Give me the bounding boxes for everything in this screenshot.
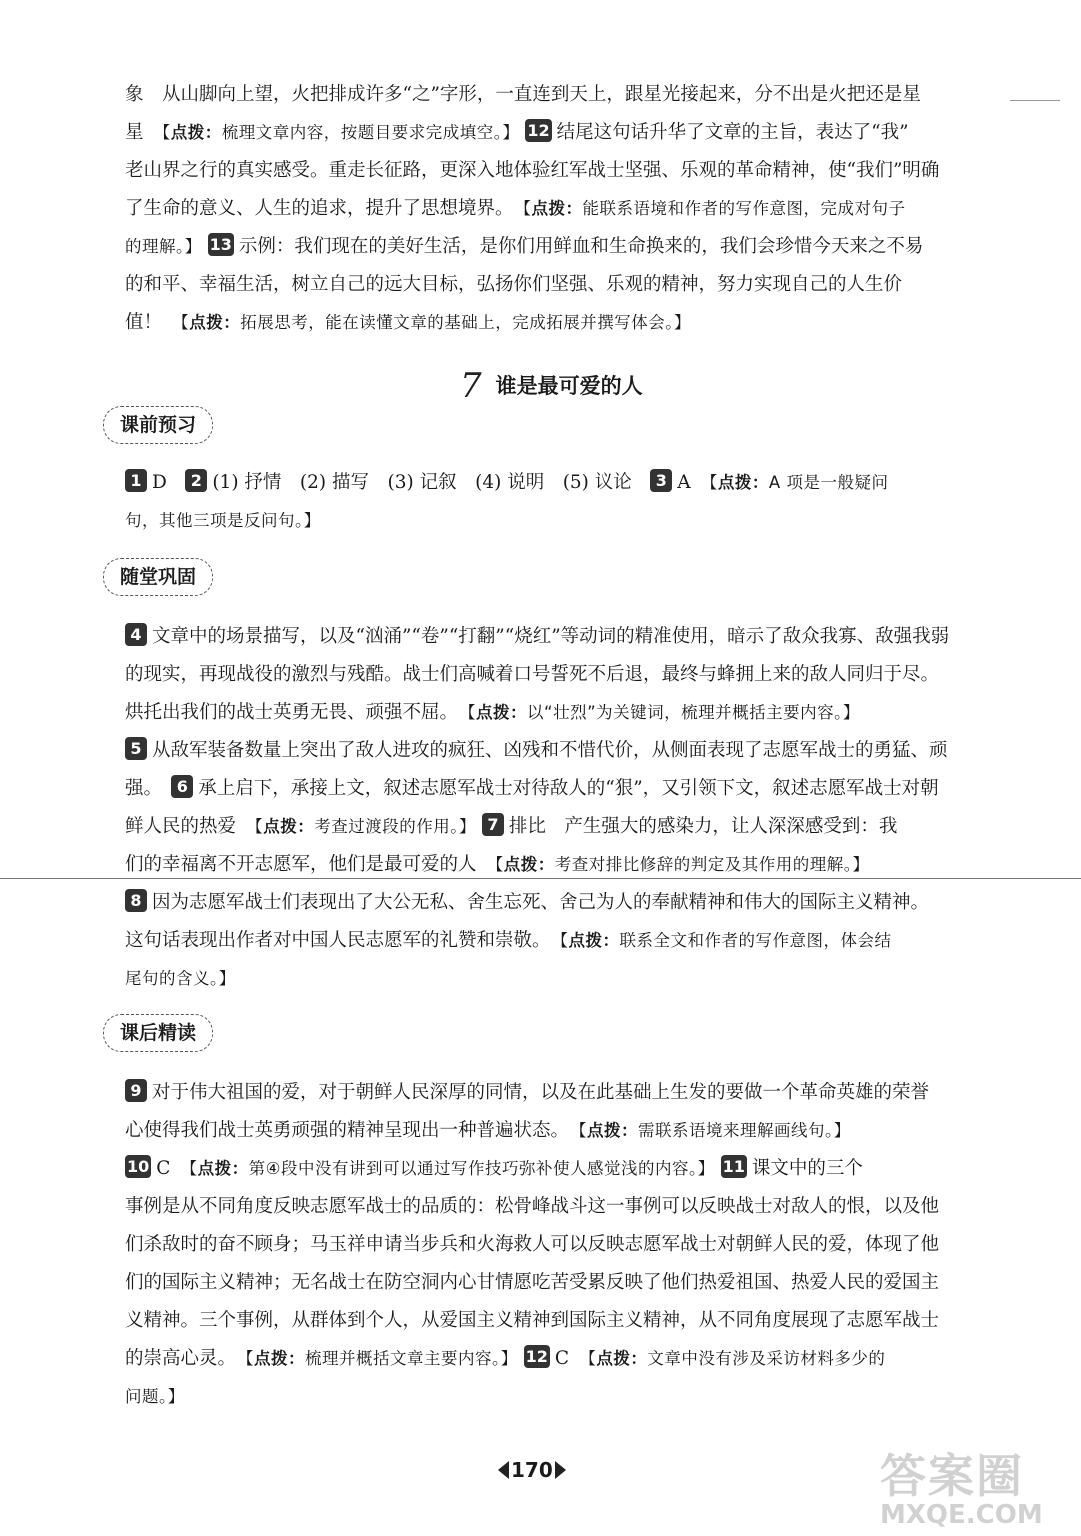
answer-text: 结尾这句话升华了文章的主旨，表达了“我” — [556, 122, 909, 143]
answer-text: 排比 产生强大的感染力，让人深深感受到：我 — [508, 816, 898, 837]
text-line — [125, 464, 1005, 502]
lesson-heading — [460, 366, 643, 406]
answer-text: 课文中的三个 — [751, 1158, 863, 1179]
text-line — [125, 1264, 1005, 1302]
top-answer-block — [125, 76, 1005, 342]
section-label-reading: 课后精读 — [103, 1014, 213, 1052]
question-number-badge: 4 — [125, 623, 147, 646]
question-number-badge: 13 — [209, 235, 232, 254]
answer-text: 事例是从不同角度反映志愿军战士的品质的：松骨峰战斗这一事例可以反映战士对敌人的恨，以及他 — [125, 1196, 940, 1217]
text-line — [125, 1340, 1005, 1378]
answer-text — [202, 236, 208, 257]
text-line — [125, 1112, 1005, 1150]
question-number-badge: 12 — [525, 1347, 548, 1366]
text-line — [125, 76, 1005, 114]
answer-text — [518, 1348, 524, 1369]
question-number-badge: 7 — [482, 813, 504, 836]
answer-text: 这句话表现出作者对中国人民志愿军的礼赞和崇敬。 — [125, 930, 560, 951]
answer-text: 从敌军装备数量上突出了敌人进攻的疯狂、凶残和不惜代价，从侧面表现了志愿军战士的勇猛、顽 — [152, 740, 948, 761]
question-number-badge: 2 — [185, 469, 207, 492]
hint-text: 【点拨：需联系语境来理解画线句。】 — [578, 1121, 851, 1140]
section-label-preview: 课前预习 — [103, 406, 213, 444]
hint-text: 【点拨：梳理并概括文章主要内容。】 — [245, 1349, 518, 1368]
answer-text: 鲜人民的热爱 — [125, 816, 255, 837]
answer-text: 象 从山脚向上望，火把排成许多“之”字形，一直连到天上，跟星光接起来，分不出是火把还是星 — [125, 84, 921, 105]
answer-text: 义精神。三个事例，从群体到个人，从爱国主义精神到国际主义精神，从不同角度展现了志愿军战士 — [125, 1310, 940, 1331]
answer-text: 了生命的意义、人生的追求，提升了思想境界。 — [125, 198, 523, 219]
answer-text — [715, 1158, 721, 1179]
answer-text: 们的国际主义精神；无名战士在防空洞内心甘情愿吃苦受累反映了他们热爱祖国、热爱人民的爱国主 — [125, 1272, 940, 1293]
text-line — [125, 228, 1005, 266]
answer-text: C — [156, 1158, 189, 1179]
text-line — [125, 1378, 1005, 1416]
reading-answers — [125, 1074, 1005, 1416]
question-number-badge: 11 — [722, 1157, 745, 1176]
watermark — [880, 1440, 1070, 1532]
answer-text: 烘托出我们的战士英勇无畏、顽强不屈。 — [125, 702, 468, 723]
watermark-logo-text: 答案圈 — [880, 1449, 1024, 1503]
text-line — [125, 1302, 1005, 1340]
hint-text: 【点拨：拓展思考，能在读懂文章的基础上，完成拓展并撰写体会。】 — [180, 313, 692, 332]
fold-line — [0, 878, 1081, 879]
question-number-badge: 12 — [527, 121, 550, 140]
hint-text: 【点拨：考查对排比修辞的判定及其作用的理解。】 — [495, 855, 870, 874]
answer-text: C — [554, 1348, 588, 1369]
answer-text: 的和平、幸福生活，树立自己的远大目标，弘扬你们坚强、乐观的精神，努力实现自己的人生价 — [125, 274, 903, 295]
hint-text: 【点拨：以“壮烈”为关键词，梳理并概括主要内容。】 — [467, 703, 860, 722]
text-line — [125, 960, 1005, 998]
page-number — [498, 1458, 566, 1482]
watermark-url: MXQE.COM — [880, 1500, 1043, 1530]
lesson-title: 谁是最可爱的人 — [495, 374, 643, 398]
right-arrow-icon — [555, 1461, 566, 1479]
question-number-badge: 6 — [171, 775, 193, 798]
text-line — [125, 656, 1005, 694]
answer-text: 的现实，再现战役的激烈与残酷。战士们高喊着口号誓死不后退，最终与蜂拥上来的敌人同归于尽。 — [125, 664, 940, 685]
margin-rule — [1010, 100, 1060, 101]
text-line — [125, 1150, 1005, 1188]
hint-text: 【点拨：联系全文和作者的写作意图，体会结 — [559, 931, 892, 950]
hint-text: 【点拨：A 项是一般疑问 — [709, 473, 889, 492]
text-line — [125, 732, 1005, 770]
answer-text: 值！ — [125, 312, 181, 333]
question-number-badge: 9 — [125, 1079, 147, 1102]
text-line — [125, 770, 1005, 808]
text-line — [125, 502, 1005, 540]
hint-text: 【点拨：能联系语境和作者的写作意图，完成对句子 — [522, 199, 906, 218]
text-line — [125, 1226, 1005, 1264]
answer-text: 们杀敌时的奋不顾身；马玉祥申请当步兵和火海救人可以反映志愿军战士对朝鲜人民的爱，体现了他 — [125, 1234, 940, 1255]
hint-text: 【点拨：梳理文章内容，按题目要求完成填空。】 — [162, 123, 520, 142]
hint-text: 句，其他三项是反问句。】 — [125, 511, 321, 530]
text-line — [125, 114, 1005, 152]
preview-answers — [125, 464, 1005, 540]
text-line — [125, 618, 1005, 656]
question-number-badge: 1 — [125, 469, 147, 492]
hint-text: 【点拨：第④段中没有讲到可以通过写作技巧弥补使人感觉浅的内容。】 — [188, 1159, 715, 1178]
text-line — [125, 808, 1005, 846]
section-label-consolidate: 随堂巩固 — [103, 558, 213, 596]
question-number-badge: 5 — [125, 737, 147, 760]
text-line — [125, 304, 1005, 342]
answer-text: D — [152, 472, 186, 493]
text-line — [125, 922, 1005, 960]
left-arrow-icon — [498, 1461, 509, 1479]
question-number-badge: 3 — [650, 469, 672, 492]
text-line — [125, 694, 1005, 732]
answer-text: 星 — [125, 122, 163, 143]
hint-text: 问题。】 — [125, 1387, 185, 1406]
text-line — [125, 1074, 1005, 1112]
hint-text: 【点拨：文章中没有涉及采访材料多少的 — [587, 1349, 886, 1368]
consolidate-answers — [125, 618, 1005, 998]
text-line — [125, 152, 1005, 190]
answer-text: 承上启下，承接上文，叙述志愿军战士对待敌人的“狠”，又引领下文，叙述志愿军战士对朝 — [198, 778, 939, 799]
answer-text: 对于伟大祖国的爱，对于朝鲜人民深厚的同情，以及在此基础上生发的要做一个革命英雄的荣誉 — [152, 1082, 930, 1103]
hint-text: 的理解。】 — [125, 237, 202, 256]
page-number-text: 170 — [511, 1458, 553, 1482]
text-line — [125, 1188, 1005, 1226]
text-line — [125, 884, 1005, 922]
hint-text: 【点拨：考查过渡段的作用。】 — [254, 817, 477, 836]
text-line — [125, 190, 1005, 228]
answer-text: 们的幸福离不开志愿军，他们是最可爱的人 — [125, 854, 496, 875]
question-number-badge: 10 — [127, 1157, 150, 1176]
answer-text: 心使得我们战士英勇顽强的精神呈现出一种普遍状态。 — [125, 1120, 579, 1141]
answer-text: (1) 抒情 (2) 描写 (3) 记叙 (4) 说明 (5) 议论 — [212, 472, 651, 493]
answer-text: 因为志愿军战士们表现出了大公无私、舍生忘死、舍己为人的奉献精神和伟大的国际主义精神。 — [152, 892, 930, 913]
hint-text: 尾句的含义。】 — [125, 969, 236, 988]
answer-text: 老山界之行的真实感受。重走长征路，更深入地体验红军战士坚强、乐观的革命精神，使“我们”明确 — [125, 160, 940, 181]
lesson-number: 7 — [460, 366, 482, 406]
answer-text: A — [677, 472, 710, 493]
answer-text: 文章中的场景描写，以及“汹涌”“卷”“打翻”“烧红”等动词的精准使用，暗示了敌众我寡、敌强我弱 — [152, 626, 950, 647]
answer-text: 示例：我们现在的美好生活，是你们用鲜血和生命换来的，我们会珍惜今天来之不易 — [238, 236, 924, 257]
text-line — [125, 266, 1005, 304]
answer-text: 强。 — [125, 778, 172, 799]
answer-text: 的崇高心灵。 — [125, 1348, 246, 1369]
question-number-badge: 8 — [125, 889, 147, 912]
